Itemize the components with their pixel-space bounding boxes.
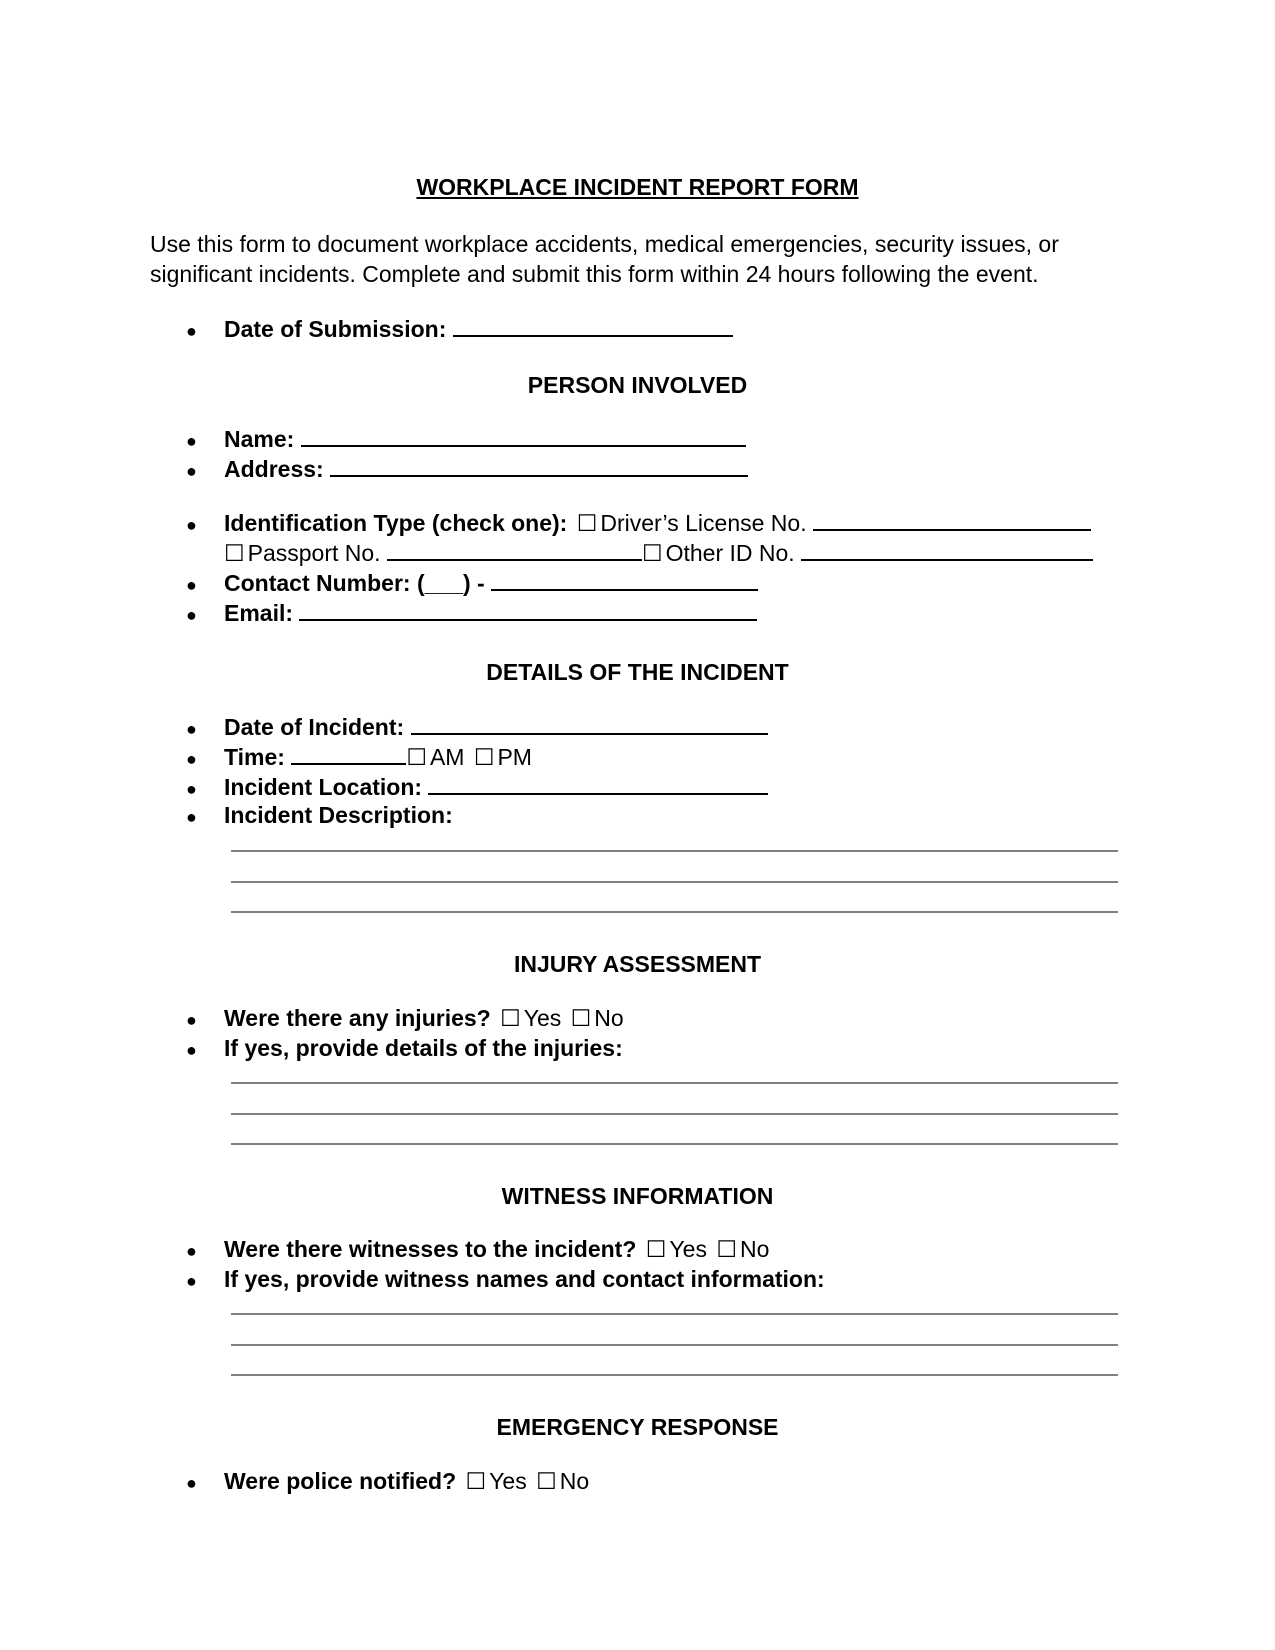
other-id-label: Other ID No. [665,540,795,566]
id-type-label: Identification Type (check one): [224,510,568,536]
bullet: ● [186,779,197,799]
time-label: Time: [224,744,285,770]
submission-label: Date of Submission: [224,316,447,342]
id-type-row [186,507,1091,539]
witness-yes-checkbox[interactable]: ☐ [645,1236,667,1262]
witness-line-3[interactable] [231,1374,1118,1376]
injury-line-3[interactable] [231,1143,1118,1145]
bullet: ● [186,719,197,739]
drivers-license-field[interactable] [813,507,1091,531]
name-label: Name: [224,426,295,452]
witness-question: Were there witnesses to the incident? [224,1236,637,1262]
injury-assessment-heading: INJURY ASSESSMENT [513,951,762,977]
bullet: ● [186,431,197,451]
incident-date-label: Date of Incident: [224,714,405,740]
injury-line-2[interactable] [231,1113,1118,1115]
police-no-label: No [559,1468,590,1494]
location-row [186,771,768,803]
email-row [186,597,757,629]
bullet: ● [186,575,197,595]
bullet: ● [186,1241,197,1261]
bullet: ● [186,515,197,535]
person-involved-heading: PERSON INVOLVED [527,372,748,398]
passport-label: Passport No. [247,540,381,566]
time-row [186,741,532,773]
contact-label: Contact Number: [224,570,411,596]
incident-date-row [186,711,768,743]
address-row [186,453,748,485]
bullet: ● [186,1473,197,1493]
description-label: Incident Description: [224,802,453,828]
witness-no-checkbox[interactable]: ☐ [716,1236,737,1262]
police-question-row [186,1467,589,1497]
witness-details-row [186,1265,825,1295]
witness-line-2[interactable] [231,1344,1118,1346]
police-no-checkbox[interactable]: ☐ [536,1468,557,1494]
description-line-1[interactable] [231,850,1118,852]
bullet: ● [186,461,197,481]
bullet: ● [186,1271,197,1291]
email-label: Email: [224,600,294,626]
bullet: ● [186,1040,197,1060]
description-line-3[interactable] [231,911,1118,913]
intro-text [150,229,1110,289]
injury-details-label: If yes, provide details of the injuries: [224,1035,623,1061]
witness-yes-label: Yes [669,1236,707,1262]
other-id-checkbox[interactable]: ☐ [641,540,663,566]
injury-no-label: No [594,1005,624,1031]
witness-information-heading: WITNESS INFORMATION [501,1183,774,1209]
submission-row [186,313,733,345]
address-field[interactable] [330,453,748,477]
witness-no-label: No [739,1236,770,1262]
contact-number-field[interactable] [491,567,758,591]
form-title: WORKPLACE INCIDENT REPORT FORM [416,174,859,200]
am-label: AM [429,744,465,770]
bullet: ● [186,807,197,827]
bullet: ● [186,321,197,341]
location-label: Incident Location: [224,774,423,800]
location-field[interactable] [428,771,768,795]
injury-no-checkbox[interactable]: ☐ [570,1005,592,1031]
police-question: Were police notified? [224,1468,457,1494]
contact-row [186,567,758,599]
email-field[interactable] [299,597,757,621]
am-checkbox[interactable]: ☐ [406,744,427,770]
bullet: ● [186,749,197,769]
description-row [186,801,453,831]
incident-details-heading: DETAILS OF THE INCIDENT [486,659,789,685]
injury-yes-checkbox[interactable]: ☐ [500,1005,521,1031]
other-id-field[interactable] [801,537,1093,561]
name-row [186,423,746,455]
incident-date-field[interactable] [411,711,768,735]
bullet: ● [186,1010,197,1030]
injury-question: Were there any injuries? [224,1005,491,1031]
injury-yes-label: Yes [523,1005,562,1031]
injury-line-1[interactable] [231,1082,1118,1084]
bullet: ● [186,605,197,625]
emergency-response-heading: EMERGENCY RESPONSE [496,1414,779,1440]
intro-line-2: significant incidents. Complete and submit this form within 24 hours following the event. [150,261,1039,287]
witness-line-1[interactable] [231,1313,1118,1315]
pm-checkbox[interactable]: ☐ [473,744,495,770]
intro-line-1: Use this form to document workplace accidents, medical emergencies, security issues, or [150,231,1059,257]
contact-format: (___) - [416,570,485,596]
name-field[interactable] [301,423,746,447]
injury-details-row [186,1034,623,1064]
submission-date-field[interactable] [453,313,733,337]
witness-details-label: If yes, provide witness names and contact information: [224,1266,825,1292]
police-yes-label: Yes [489,1468,527,1494]
time-field[interactable] [291,741,406,765]
passport-field[interactable] [387,537,642,561]
witness-question-row [186,1235,769,1265]
injury-question-row [186,1004,624,1034]
address-label: Address: [224,456,324,482]
drivers-license-label: Driver’s License No. [600,510,807,536]
passport-checkbox[interactable]: ☐ [224,540,245,566]
description-line-2[interactable] [231,881,1118,883]
drivers-license-checkbox[interactable]: ☐ [576,510,598,536]
pm-label: PM [497,744,532,770]
id-type-row-2 [224,537,1093,567]
police-yes-checkbox[interactable]: ☐ [465,1468,487,1494]
